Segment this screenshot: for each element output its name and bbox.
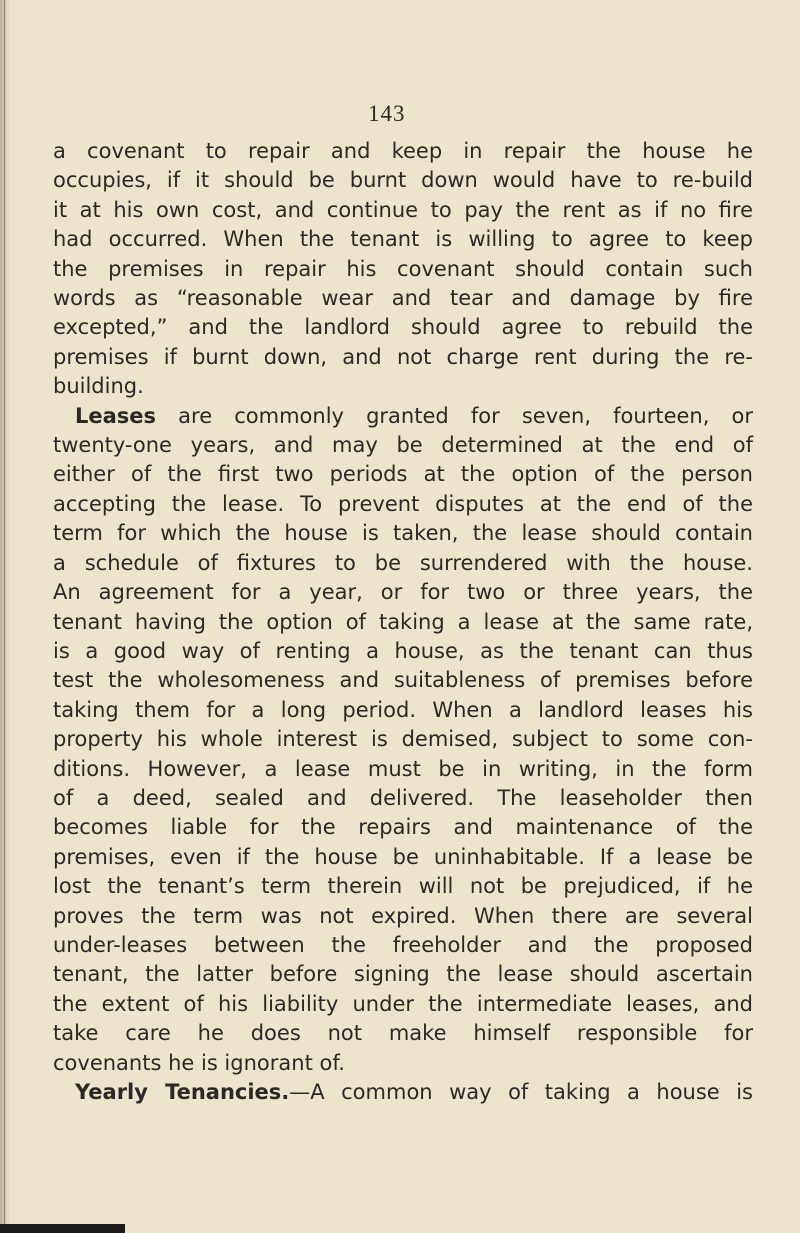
text-line: the premises in repair his covenant should contain such (53, 256, 753, 281)
text-line: ditions. However, a lease must be in writing, in the form (53, 756, 753, 781)
text-line: premises, even if the house be uninhabitable. If a lease be (53, 844, 753, 869)
text-line: property his whole interest is demised, subject to some con- (53, 727, 753, 752)
text-run: —A common way of taking a house is (289, 1080, 753, 1104)
text-line: a schedule of fixtures to be surrendered with the house. (53, 550, 753, 575)
body-text (53, 137, 753, 1107)
text-line: becomes liable for the repairs and maintenance of the (53, 815, 753, 840)
text-line: premises if burnt down, and not charge rent during the re- (53, 344, 753, 369)
text-line: words as “reasonable wear and tear and damage by fire (53, 286, 753, 311)
text-line: An agreement for a year, or for two or three years, the (53, 580, 753, 605)
text-line: building. (53, 374, 144, 399)
leases-heading: Leases (75, 403, 157, 428)
binding-edge (4, 0, 5, 1233)
text-line: tenant having the option of taking a lease at the same rate, (53, 609, 753, 634)
text-line: covenants he is ignorant of. (53, 1050, 345, 1075)
text-line: twenty-one years, and may be determined at the end of (53, 433, 753, 458)
text-line: is a good way of renting a house, as the tenant can thus (53, 638, 753, 663)
page-number: 143 (368, 101, 406, 126)
text-line: take care he does not make himself responsible for (53, 1021, 753, 1046)
text-line: taking them for a long period. When a landlord leases his (53, 697, 753, 722)
text-run: are commonly granted for seven, fourteen, or (156, 403, 753, 428)
text-line: under-leases between the freeholder and the proposed (53, 932, 753, 957)
text-line: of a deed, sealed and delivered. The leaseholder then (53, 785, 753, 810)
text-line: occupies, if it should be burnt down would have to re-build (53, 168, 753, 193)
text-line: test the wholesomeness and suitableness of premises before (53, 668, 753, 693)
text-line: term for which the house is taken, the lease should contain (53, 521, 753, 546)
text-line: it at his own cost, and continue to pay the rent as if no fire (53, 197, 753, 222)
text-line: proves the term was not expired. When there are several (53, 903, 753, 928)
bottom-binding-rule (0, 1224, 125, 1233)
text-line: tenant, the latter before signing the lease should ascertain (53, 962, 753, 987)
text-line: accepting the lease. To prevent disputes at the end of the (53, 491, 753, 516)
text-line: a covenant to repair and keep in repair the house he (53, 139, 753, 163)
text-line: either of the first two periods at the option of the person (53, 462, 753, 487)
text-line: had occurred. When the tenant is willing to agree to keep (53, 227, 753, 252)
paragraph-yearly-tenancies-first-line (53, 1078, 753, 1107)
paragraph-leases-first-line (53, 402, 753, 431)
binding-shadow (0, 0, 10, 1233)
text-line: excepted,” and the landlord should agree to rebuild the (53, 315, 753, 340)
text-line: the extent of his liability under the intermediate leases, and (53, 991, 753, 1016)
yearly-tenancies-heading: Yearly Tenancies. (75, 1080, 290, 1104)
text-line: lost the tenant’s term therein will not be prejudiced, if he (53, 874, 753, 899)
